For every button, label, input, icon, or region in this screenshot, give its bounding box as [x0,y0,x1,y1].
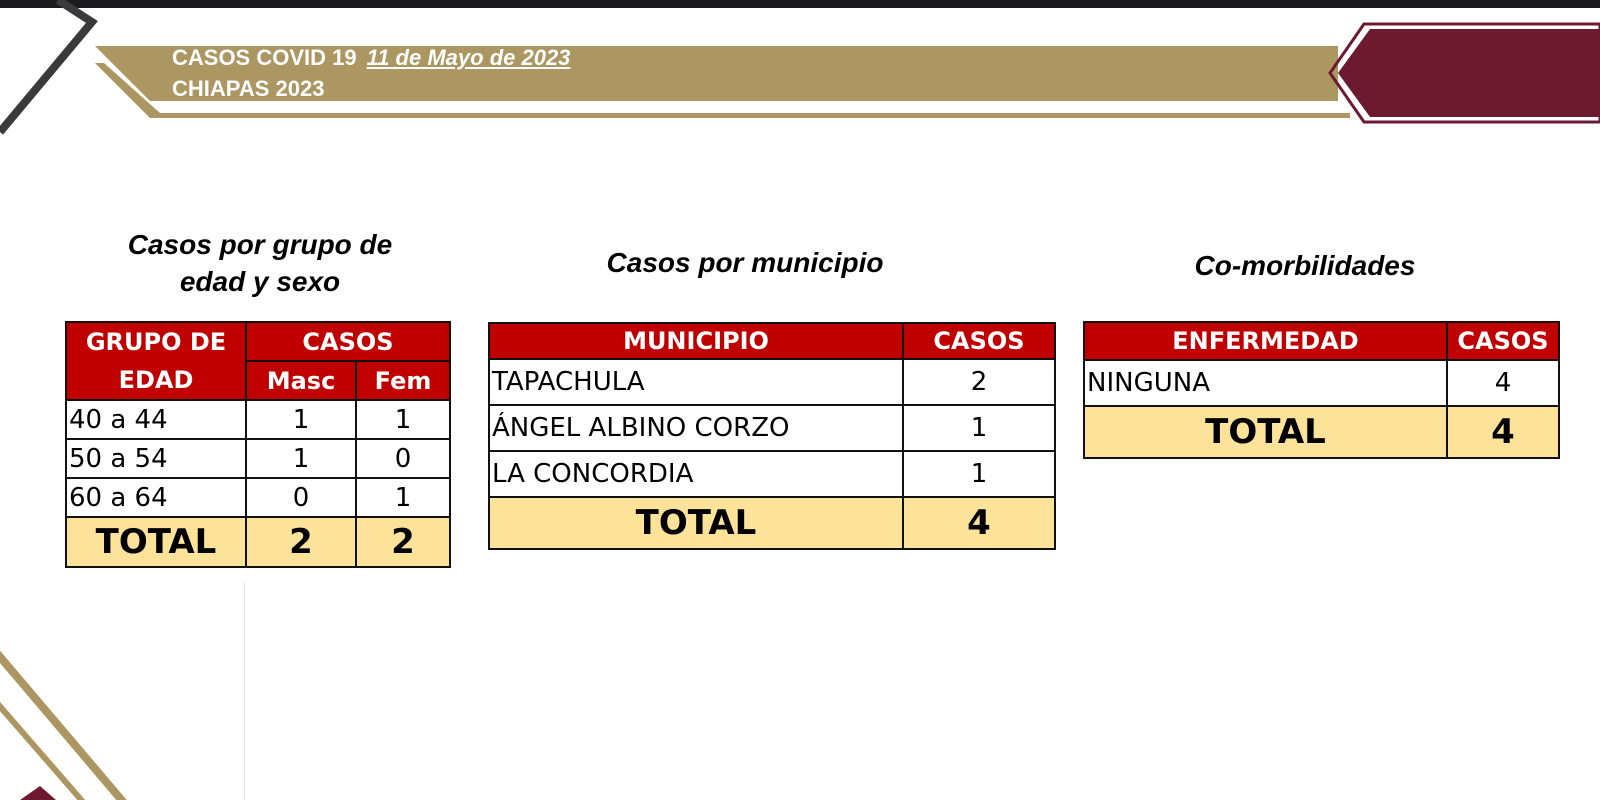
municipio-title: Casos por municipio [606,247,884,278]
total-label: TOTAL [489,497,903,549]
header-date: 11 de Mayo de 2023 [366,45,571,70]
header-title [172,45,570,71]
age-group-header-line2: EDAD [118,366,194,394]
disease-cases-cell: 4 [1447,360,1559,406]
comorbidities-table [1083,321,1560,459]
municipio-name-cell: TAPACHULA [489,359,903,405]
age-sex-title [80,226,440,300]
age-group-cell: 50 a 54 [66,439,246,478]
age-sex-title-line1: Casos por grupo de [127,229,393,260]
table-row [489,405,1055,451]
age-group-header-line1: GRUPO DE [85,328,227,356]
table-row [489,359,1055,405]
table-row [489,451,1055,497]
total-label: TOTAL [1084,406,1447,458]
bottom-maroon-corner [20,786,56,800]
table-row [1084,360,1559,406]
age-group-header [66,322,246,400]
fem-cell: 0 [356,439,450,478]
disease-header: ENFERMEDAD [1084,322,1447,360]
total-cases: 4 [1447,406,1559,458]
masc-cell: 1 [246,400,356,439]
table-row [66,439,450,478]
comorbidities-title: Co-morbilidades [1194,250,1416,281]
left-chevron-mark [0,0,92,132]
municipio-name-cell: LA CONCORDIA [489,451,903,497]
table-row [66,400,450,439]
masc-header: Masc [246,361,356,400]
age-sex-title-line2: edad y sexo [179,266,341,297]
table-row [66,478,450,517]
header-title-text: CASOS COVID 19 [172,45,357,70]
total-fem: 2 [356,517,450,567]
total-label: TOTAL [66,517,246,567]
masc-cell: 0 [246,478,356,517]
fem-cell: 1 [356,400,450,439]
municipio-cases-header: CASOS [903,323,1055,359]
municipio-name-cell: ÁNGEL ALBINO CORZO [489,405,903,451]
municipio-cases-cell: 1 [903,451,1055,497]
total-masc: 2 [246,517,356,567]
municipio-cases-cell: 2 [903,359,1055,405]
age-sex-table [65,321,451,568]
disease-name-cell: NINGUNA [1084,360,1447,406]
comorbidities-cases-header: CASOS [1447,322,1559,360]
total-cases: 4 [903,497,1055,549]
municipio-cases-cell: 1 [903,405,1055,451]
total-row [489,497,1055,549]
cases-header: CASOS [246,322,450,361]
header-subtitle: CHIAPAS 2023 [172,76,325,101]
municipio-table [488,322,1056,550]
total-row [1084,406,1559,458]
fem-header: Fem [356,361,450,400]
municipio-header: MUNICIPIO [489,323,903,359]
right-maroon-arrow [1338,29,1600,117]
masc-cell: 1 [246,439,356,478]
age-group-cell: 40 a 44 [66,400,246,439]
fem-cell: 1 [356,478,450,517]
total-row [66,517,450,567]
divider-line [244,582,245,800]
age-group-cell: 60 a 64 [66,478,246,517]
